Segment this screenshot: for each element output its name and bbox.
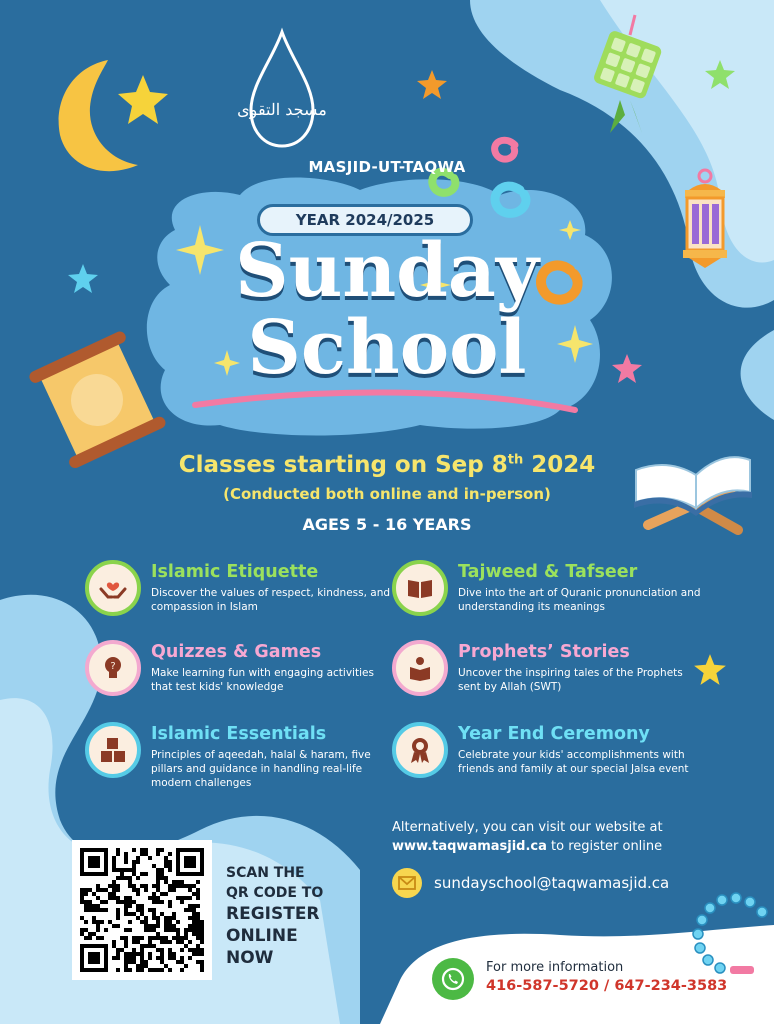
- feature-desc: Discover the values of respect, kindness, and compassion in Islam: [151, 587, 391, 613]
- medal-icon: [392, 722, 448, 778]
- book-icon: [392, 560, 448, 616]
- svg-text:مسجد التقوى: مسجد التقوى: [237, 100, 327, 119]
- feature-year-end-ceremony: [392, 722, 702, 792]
- feature-title: Tajweed & Tafseer: [458, 562, 638, 582]
- feature-desc: Dive into the art of Quranic pronunciation and understanding its meanings: [458, 587, 701, 613]
- email-row[interactable]: [392, 868, 669, 898]
- contact-phones[interactable]: 416-587-5720 / 647-234-3583: [486, 978, 728, 994]
- feature-title: Islamic Essentials: [151, 724, 327, 744]
- feature-desc: Celebrate your kids' accomplishments with friends and family at our special Jalsa event: [458, 749, 689, 775]
- classes-start-date: Classes starting on Sep 8th 2024: [178, 452, 596, 478]
- conducted-note: (Conducted both online and in-person): [223, 485, 551, 503]
- email-address[interactable]: sundayschool@taqwamasjid.ca: [434, 874, 670, 892]
- feature-title: Islamic Etiquette: [151, 562, 319, 582]
- title-line-1: Sunday: [235, 228, 539, 314]
- tasbih-beads-icon: [690, 888, 774, 988]
- heart-hands-icon: [85, 560, 141, 616]
- star-icon: [415, 68, 449, 102]
- feature-islamic-etiquette: [85, 560, 395, 620]
- reading-person-icon: [392, 640, 448, 696]
- crescent-moon-icon: [48, 55, 178, 175]
- website-note: Alternatively, you can visit our website at www.taqwamasjid.ca to register online: [392, 820, 663, 854]
- year-badge: YEAR 2024/2025: [257, 204, 473, 236]
- age-range: AGES 5 - 16 YEARS: [302, 515, 472, 534]
- star-icon: [703, 58, 737, 92]
- feature-title: Year End Ceremony: [458, 724, 650, 744]
- org-name: MASJID-UT-TAQWA: [308, 158, 466, 176]
- contact-label: For more information: [486, 960, 624, 975]
- feature-prophets-stories: [392, 640, 702, 700]
- feature-desc: Make learning fun with engaging activities that test kids' knowledge: [151, 667, 374, 693]
- blocks-icon: [85, 722, 141, 778]
- registration-qr-code[interactable]: [72, 840, 212, 980]
- feature-desc: Uncover the inspiring tales of the Prophets sent by Allah (SWT): [458, 667, 683, 693]
- feature-desc: Principles of aqeedah, halal & haram, five pillars and guidance in handling real-life modern challenges: [151, 749, 371, 789]
- feature-title: Prophets’ Stories: [458, 642, 630, 662]
- masjid-logo: [237, 30, 327, 150]
- feature-title: Quizzes & Games: [151, 642, 322, 662]
- website-link[interactable]: www.taqwamasjid.ca: [392, 839, 547, 854]
- ketupat-icon: [580, 15, 670, 135]
- scan-instructions: SCAN THE QR CODE TO REGISTER ONLINE NOW: [226, 865, 324, 968]
- title-line-2: School: [247, 305, 527, 391]
- envelope-icon: [392, 868, 422, 898]
- whatsapp-icon[interactable]: [432, 958, 474, 1000]
- feature-tajweed-tafseer: [392, 560, 702, 620]
- feature-islamic-essentials: [85, 722, 395, 792]
- lightbulb-icon: [85, 640, 141, 696]
- feature-quizzes-games: [85, 640, 395, 700]
- svg-text:?: ?: [110, 661, 116, 672]
